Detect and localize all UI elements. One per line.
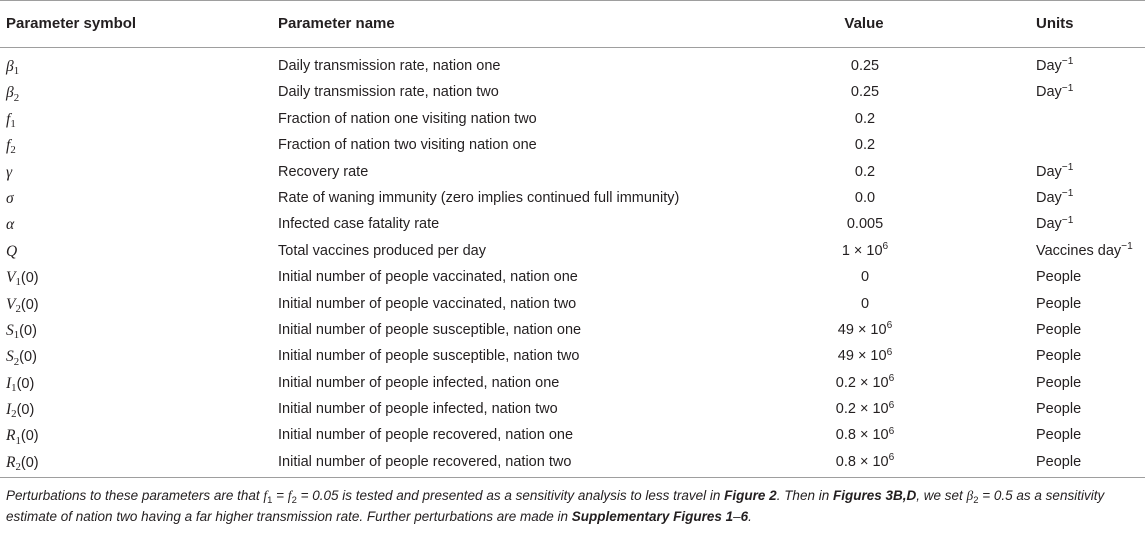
parameter-symbol: σ [6, 189, 14, 207]
parameter-units: People [1036, 295, 1082, 312]
parameter-units: People [1036, 401, 1082, 418]
parameter-symbol: $V_2(0)$ [6, 295, 39, 315]
parameter-units: Day$^{-1}$ [1036, 188, 1074, 206]
supplementary-figures-ref[interactable]: Supplementary Figures 1 [571, 509, 734, 524]
table-header: Parameter symbol Parameter name Value Units [0, 0, 1145, 48]
parameter-symbol: γ [6, 163, 13, 181]
parameter-name: Initial number of people infected, nation two [278, 401, 558, 418]
parameter-units: Vaccines day$^{-1}$ [1036, 241, 1133, 259]
parameter-name: Infected case fatality rate [278, 216, 440, 233]
parameter-units: Day$^{-1}$ [1036, 161, 1074, 180]
parameter-units: People [1036, 453, 1082, 470]
parameter-name: Initial number of people recovered, nation two [278, 453, 572, 470]
parameter-units: People [1036, 374, 1082, 391]
parameter-symbol: $I_2(0)$ [6, 401, 35, 421]
table-row: $S_1(0)$ Initial number of people susceptible, nation one $49 \times 10^6$ People [6, 320, 1082, 342]
table-row: $S_2(0)$ Initial number of people susceptible, nation two $49 \times 10^6$ People [6, 346, 1082, 368]
header-symbol: Parameter symbol [6, 15, 137, 32]
table-row: $\beta_2$ Daily transmission rate, nation two 0.25 Day$^{-1}$ [6, 82, 1074, 104]
table-row: $\beta_1$ Daily transmission rate, nation one 0.25 Day$^{-1}$ [6, 56, 1074, 78]
parameter-name: Initial number of people susceptible, nation two [278, 348, 580, 365]
parameter-symbol: Q [6, 242, 18, 260]
parameter-name: Rate of waning immunity (zero implies continued full immunity) [278, 189, 680, 206]
parameter-name: Daily transmission rate, nation two [278, 84, 499, 101]
table-row: $f_1$ Fraction of nation one visiting nation two 0.2 [6, 110, 876, 131]
parameter-units: Day$^{-1}$ [1036, 214, 1074, 233]
parameter-units: Day$^{-1}$ [1036, 82, 1074, 101]
parameter-name: Initial number of people susceptible, nation one [278, 321, 582, 338]
table-row: $R_2(0)$ Initial number of people recovered, nation two $0.8 \times 10^6$ People [6, 452, 1082, 474]
parameter-symbol: $\beta_1$ [6, 58, 20, 78]
parameter-name: Recovery rate [278, 163, 369, 180]
table-footnote: Perturbations to these parameters are that $f_1 = f_2 = 0.05$ is tested and presented as a sensitivity analysis to less travel in Figure 2. Then in Figures 3B,D, we set $\beta_2 = 0.5$ as a sensitivity estimate of nation two having a far higher transmission rate. Further perturbations are made in Supplementary Figures 1–6. [6, 488, 1105, 524]
parameter-name: Initial number of people vaccinated, nation one [278, 269, 578, 286]
table-bottom-rule [0, 477, 1145, 478]
parameter-symbol: $S_2(0)$ [6, 348, 37, 368]
parameter-units: Day$^{-1}$ [1036, 56, 1074, 74]
parameter-units: People [1036, 269, 1082, 286]
parameter-name: Initial number of people infected, nation one [278, 374, 560, 391]
table-row: $R_1(0)$ Initial number of people recovered, nation one $0.8 \times 10^6$ People [6, 425, 1082, 447]
table-row: $I_2(0)$ Initial number of people infected, nation two $0.2 \times 10^6$ People [6, 399, 1082, 421]
parameter-units: People [1036, 321, 1082, 338]
table-row: $I_1(0)$ Initial number of people infected, nation one $0.2 \times 10^6$ People [6, 373, 1082, 394]
parameter-symbol: $f_1$ [6, 110, 16, 131]
header-units: Units [1036, 15, 1074, 32]
header-name: Parameter name [278, 15, 395, 32]
table-row: Q Total vaccines produced per day $1 \times 10^6$ Vaccines day$^{-1}$ [6, 241, 1133, 260]
parameter-symbol: α [6, 216, 15, 234]
parameter-symbol: $f_2$ [6, 137, 16, 157]
parameter-symbol: $I_1(0)$ [6, 374, 35, 394]
table-row: σ Rate of waning immunity (zero implies continued full immunity) 0.0 Day$^{-1}$ [6, 188, 1074, 207]
parameter-units: People [1036, 427, 1082, 444]
parameter-name: Initial number of people recovered, nation one [278, 427, 574, 444]
parameter-symbol: $\beta_2$ [6, 84, 20, 104]
parameter-symbol: $R_2(0)$ [6, 453, 39, 474]
table-row: $f_2$ Fraction of nation two visiting nation one 0.2 [6, 137, 876, 157]
table-body [0, 48, 1145, 476]
parameter-symbol: $S_1(0)$ [6, 321, 37, 342]
figure-3-ref[interactable]: Figures 3B,D [832, 488, 917, 503]
parameter-name: Daily transmission rate, nation one [278, 58, 501, 74]
table-row: $V_2(0)$ Initial number of people vaccinated, nation two 0 People [6, 295, 1082, 315]
table-row: α Infected case fatality rate 0.005 Day$^{-1}$ [6, 214, 1074, 234]
parameter-symbol: $V_1(0)$ [6, 269, 39, 289]
figure-2-ref[interactable]: Figure 2 [724, 488, 777, 503]
parameter-symbol: $R_1(0)$ [6, 427, 39, 447]
parameter-units: People [1036, 348, 1082, 365]
parameter-name: Total vaccines produced per day [278, 242, 486, 259]
parameter-name: Fraction of nation two visiting nation one [278, 137, 537, 154]
table-row: γ Recovery rate 0.2 Day$^{-1}$ [6, 161, 1074, 181]
table-row: $V_1(0)$ Initial number of people vaccinated, nation one 0 People [6, 269, 1082, 289]
parameter-name: Fraction of nation one visiting nation two [278, 110, 537, 127]
parameter-name: Initial number of people vaccinated, nation two [278, 295, 577, 312]
